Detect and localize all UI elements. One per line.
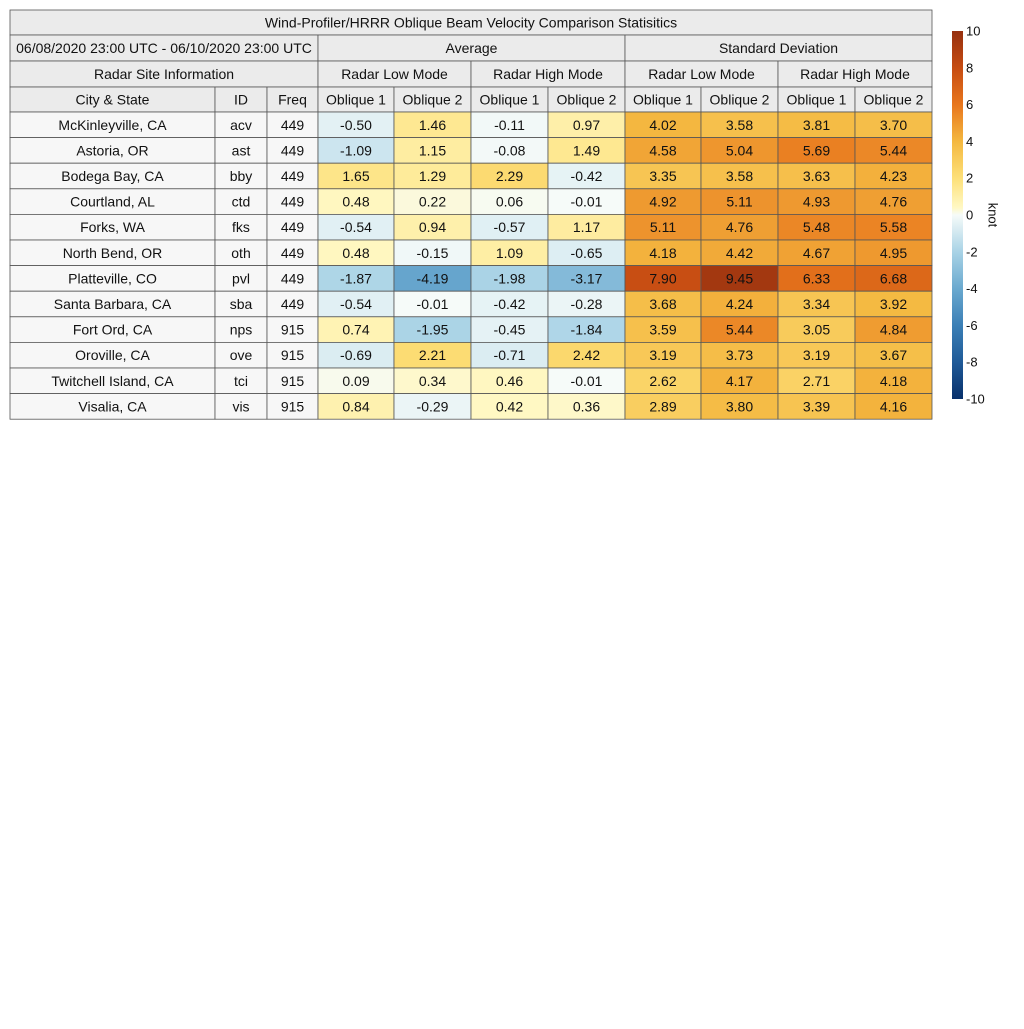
site-freq: 449 (280, 219, 305, 236)
heat-cell-value: -0.42 (570, 168, 603, 184)
heat-cell-value: 4.02 (649, 116, 677, 133)
site-id: fks (232, 219, 250, 236)
heat-cell-value: 4.58 (649, 142, 677, 159)
site-city: Twitchell Island, CA (51, 372, 174, 389)
column-header: Oblique 2 (402, 91, 463, 108)
heat-cell-value: 3.19 (649, 347, 677, 364)
site-freq: 449 (280, 244, 305, 261)
heat-cell-value: 3.05 (802, 321, 831, 338)
heat-cell-value: 4.24 (725, 296, 754, 312)
heat-cell-value: 3.34 (802, 296, 831, 312)
heat-cell-value: 2.62 (649, 372, 677, 389)
heat-cell-value: 4.18 (879, 372, 908, 389)
table-title: Wind-Profiler/HRRR Oblique Beam Velocity Comparison Statisitics (264, 14, 678, 31)
site-city: Visalia, CA (78, 398, 147, 415)
heat-cell-value: 0.74 (342, 321, 370, 338)
heat-cell-value: 0.94 (418, 219, 447, 236)
heat-cell-value: 5.69 (802, 142, 831, 159)
heat-cell-value: 3.59 (649, 321, 677, 338)
heat-cell-value: -0.08 (493, 142, 526, 159)
heat-cell-value: 1.46 (418, 116, 447, 133)
heat-cell-value: 3.68 (649, 296, 677, 312)
heat-cell-value: 1.09 (495, 244, 524, 261)
heat-cell-value: -1.98 (493, 270, 526, 287)
heat-cell-value: 5.44 (725, 321, 754, 338)
colorbar-tick-label: 0 (966, 207, 974, 223)
heat-cell-value: 0.09 (342, 372, 370, 389)
column-header: Oblique 1 (786, 91, 847, 108)
heat-cell-value: -0.69 (340, 347, 372, 364)
heat-cell-value: 3.39 (802, 398, 831, 415)
heat-cell-value: 1.49 (572, 142, 601, 159)
site-freq: 449 (280, 116, 305, 133)
heat-cell-value: 2.71 (802, 372, 831, 389)
heat-cell-value: 2.29 (495, 168, 524, 184)
heat-cell-value: -4.19 (416, 270, 449, 287)
site-freq: 915 (280, 321, 305, 338)
heat-cell-value: 5.48 (802, 219, 831, 236)
colorbar-tick-label: -4 (966, 281, 978, 297)
heat-cell-value: 3.67 (879, 347, 908, 364)
heat-cell-value: 4.23 (879, 168, 908, 184)
colorbar-tick-label: 4 (966, 133, 974, 149)
site-id: ove (229, 347, 253, 364)
column-header: Oblique 1 (479, 91, 540, 108)
heat-cell-value: 3.81 (802, 116, 831, 133)
site-id: sba (229, 296, 253, 312)
heat-cell-value: 0.48 (342, 244, 370, 261)
heat-cell-value: 2.21 (418, 347, 447, 364)
site-city: McKinleyville, CA (58, 116, 167, 133)
heat-cell-value: 0.34 (418, 372, 447, 389)
heat-cell-value: -0.57 (493, 219, 526, 236)
heat-cell-value: -0.65 (570, 244, 603, 261)
site-city: Courtland, AL (70, 193, 155, 210)
colorbar (952, 31, 963, 399)
heat-cell-value: 3.35 (649, 168, 677, 184)
colorbar-tick-label: -2 (966, 244, 978, 260)
heat-cell-value: 4.17 (725, 372, 754, 389)
heat-cell-value: 5.04 (725, 142, 754, 159)
site-freq: 915 (280, 372, 305, 389)
heat-cell-value: 4.67 (802, 244, 831, 261)
heat-cell-value: 4.76 (725, 219, 754, 236)
site-id: pvl (232, 270, 250, 287)
site-city: Astoria, OR (76, 142, 149, 159)
site-city: Oroville, CA (75, 347, 150, 364)
colorbar-tick-label: 2 (966, 170, 974, 186)
colorbar-tick-label: 6 (966, 97, 974, 113)
heat-cell-value: -0.71 (493, 347, 526, 364)
heat-cell-value: -3.17 (570, 270, 603, 287)
colorbar-tick-label: -8 (966, 354, 978, 370)
site-freq: 449 (280, 142, 305, 159)
site-id: acv (230, 116, 252, 133)
heat-cell-value: -1.09 (340, 142, 372, 159)
heat-cell-value: 5.11 (649, 219, 677, 236)
heat-cell-value: -1.87 (340, 270, 372, 287)
heat-cell-value: -0.01 (416, 296, 449, 312)
site-city: North Bend, OR (62, 244, 163, 261)
heat-cell-value: 7.90 (649, 270, 677, 287)
heat-cell-value: -0.45 (493, 321, 526, 338)
column-header: Oblique 2 (863, 91, 924, 108)
heat-cell-value: 3.73 (725, 347, 754, 364)
column-header: ID (234, 91, 248, 108)
heat-cell-value: 3.92 (879, 296, 908, 312)
heat-cell-value: 2.89 (649, 398, 677, 415)
site-city: Santa Barbara, CA (53, 296, 172, 312)
heat-cell-value: -0.29 (416, 398, 449, 415)
site-city: Forks, WA (80, 219, 145, 236)
site-freq: 449 (280, 270, 305, 287)
heat-cell-value: -0.28 (570, 296, 603, 312)
colorbar-tick-label: -10 (966, 391, 985, 407)
heat-cell-value: 5.58 (879, 219, 908, 236)
heat-cell-value: 0.36 (572, 398, 601, 415)
heat-cell-value: 3.80 (725, 398, 754, 415)
heat-cell-value: 3.63 (802, 168, 831, 184)
site-city: Platteville, CO (68, 270, 157, 287)
heat-cell-value: 2.42 (572, 347, 601, 364)
site-id: nps (229, 321, 253, 338)
column-header: Oblique 1 (633, 91, 693, 108)
heat-cell-value: 4.18 (649, 244, 677, 261)
colorbar-tick-label: -6 (966, 317, 978, 333)
heat-cell-value: 4.92 (649, 193, 677, 210)
heat-cell-value: -0.42 (493, 296, 526, 312)
colorbar-tick-label: 8 (966, 60, 974, 76)
heat-cell-value: 4.95 (879, 244, 908, 261)
site-id: ast (231, 142, 251, 159)
site-info-header: Radar Site Information (93, 66, 235, 82)
heat-cell-value: 0.22 (418, 193, 447, 210)
heat-cell-value: 0.42 (495, 398, 524, 415)
heat-cell-value: 4.76 (879, 193, 908, 210)
heat-cell-value: 1.65 (342, 168, 370, 184)
heat-cell-value: 0.48 (342, 193, 370, 210)
heat-cell-value: 3.19 (802, 347, 831, 364)
heat-cell-value: -0.01 (570, 193, 603, 210)
column-header: Oblique 2 (556, 91, 617, 108)
heat-cell-value: 4.42 (725, 244, 754, 261)
site-freq: 449 (280, 168, 305, 184)
site-freq: 915 (280, 398, 305, 415)
heat-cell-value: -0.54 (340, 296, 372, 312)
heat-cell-value: -0.50 (340, 116, 372, 133)
heat-cell-value: -0.11 (494, 116, 525, 133)
site-id: ctd (231, 193, 251, 210)
heat-cell-value: -0.01 (570, 372, 603, 389)
heat-cell-value: -1.84 (570, 321, 603, 338)
heat-cell-value: 1.15 (418, 142, 447, 159)
site-city: Bodega Bay, CA (61, 168, 164, 184)
site-freq: 449 (280, 296, 305, 312)
heat-cell-value: 9.45 (725, 270, 754, 287)
site-freq: 449 (280, 193, 305, 210)
column-header: Freq (278, 91, 307, 108)
heat-cell-value: 0.97 (572, 116, 601, 133)
colorbar-unit-label: knot (985, 202, 1001, 228)
heat-cell-value: 4.16 (879, 398, 908, 415)
heat-cell-value: 6.33 (802, 270, 831, 287)
mode-header: Radar Low Mode (648, 66, 755, 82)
column-header: Oblique 2 (709, 91, 770, 108)
mode-header: Radar High Mode (800, 66, 910, 82)
column-header: Oblique 1 (326, 91, 386, 108)
heat-cell-value: 5.11 (726, 193, 753, 210)
site-id: oth (231, 244, 251, 261)
site-id: bby (229, 168, 253, 184)
heat-cell-value: -0.15 (416, 244, 449, 261)
heat-cell-value: 5.44 (879, 142, 908, 159)
heat-cell-value: 1.29 (418, 168, 447, 184)
site-id: vis (232, 398, 250, 415)
heat-cell-value: 0.84 (342, 398, 370, 415)
site-city: Fort Ord, CA (72, 321, 153, 338)
heat-cell-value: 4.93 (802, 193, 831, 210)
heat-cell-value: 3.58 (725, 168, 754, 184)
date-range-label: 06/08/2020 23:00 UTC - 06/10/2020 23:00 UTC (16, 40, 312, 56)
stddev-group-label: Standard Deviation (718, 40, 839, 56)
mode-header: Radar High Mode (493, 66, 603, 82)
heat-cell-value: 4.84 (879, 321, 908, 338)
heat-cell-value: 0.46 (495, 372, 524, 389)
site-freq: 915 (280, 347, 305, 364)
column-header: City & State (75, 91, 150, 108)
heat-cell-value: 0.06 (495, 193, 524, 210)
heat-cell-value: -0.54 (340, 219, 372, 236)
average-group-label: Average (445, 40, 498, 56)
heat-cell-value: 3.58 (725, 116, 754, 133)
heat-cell-value: 6.68 (879, 270, 908, 287)
mode-header: Radar Low Mode (341, 66, 448, 82)
colorbar-tick-label: 10 (966, 23, 981, 39)
site-id: tci (234, 372, 248, 389)
heat-cell-value: 3.70 (879, 116, 908, 133)
heat-cell-value: -1.95 (416, 321, 449, 338)
heat-cell-value: 1.17 (572, 219, 601, 236)
